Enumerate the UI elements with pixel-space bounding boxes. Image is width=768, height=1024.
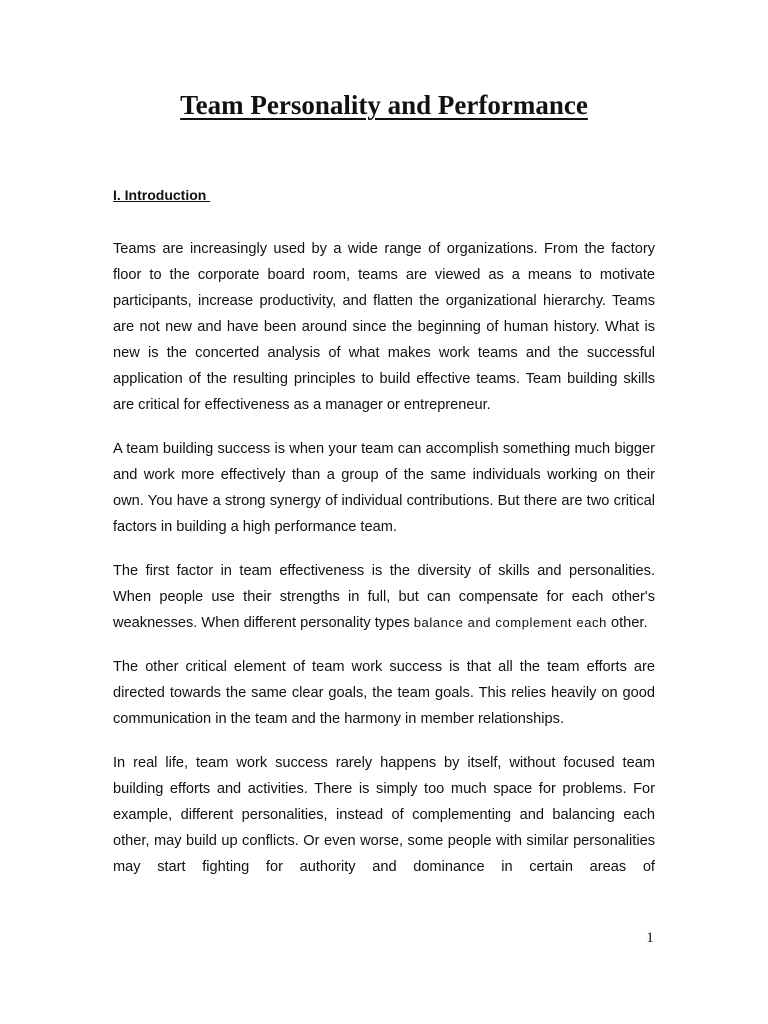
paragraph-3-small-text: balance and complement each <box>413 615 607 630</box>
paragraph-3-end: other. <box>606 615 648 631</box>
document-title-text: Team Personality and Performance <box>180 90 588 120</box>
document-title <box>0 90 768 121</box>
section-heading-introduction: I. Introduction <box>113 187 211 203</box>
paragraph-5: In real life, team work success rarely happens by itself, without focused team building efforts and activities. There is simply too much space for problems. For example, different personalities, instead of complementing and balancing each other, may build up conflicts. Or even worse, some people with similar personalities may start fighting for authority and dominance in certain areas of <box>113 755 655 875</box>
paragraph-4: The other critical element of team work success is that all the team efforts are directed towards the same clear goals, the team goals. This relies heavily on good communication in the team and the harmony in member relationships. <box>113 659 655 727</box>
page-number: 1 <box>646 930 654 946</box>
paragraph-3 <box>113 558 655 636</box>
paragraph-1: Teams are increasingly used by a wide range of organizations. From the factory floor to the corporate board room, teams are viewed as a means to motivate participants, increase productivity, and flatten the organizational hierarchy. Teams are not new and have been around since the beginning of human history. What is new is the concerted analysis of what makes work teams and the successful application of the resulting principles to build effective teams. Team building skills are critical for effectiveness as a manager or entrepreneur. <box>113 241 655 413</box>
document-body <box>113 236 655 880</box>
paragraph-2: A team building success is when your team can accomplish something much bigger and work more effectively than a group of the same individuals working on their own. You have a strong synergy of individual contributions. But there are two critical factors in building a high performance team. <box>113 441 655 535</box>
paragraph-3-main: The first factor in team effectiveness is the diversity of skills and personalities. When people use their strengths in full, but can compensate for each other's weaknesses. When different personality types <box>113 563 655 631</box>
